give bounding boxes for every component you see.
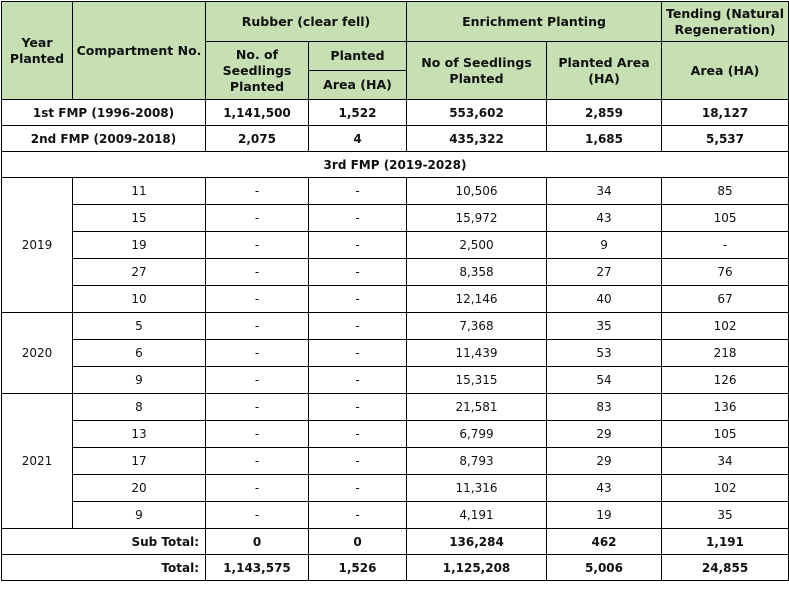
- rubber-area-cell: -: [309, 232, 407, 259]
- planting-summary-table: [1, 1, 789, 581]
- rubber-seedlings-cell: -: [206, 313, 309, 340]
- tending-area-cell: 18,127: [662, 100, 789, 126]
- third-fmp-section-row: [2, 152, 789, 178]
- total-row: [2, 555, 789, 581]
- tending-area-cell: 1,191: [662, 529, 789, 555]
- table-row: [2, 232, 789, 259]
- enrichment-area-cell: 54: [547, 367, 662, 394]
- table-row: [2, 448, 789, 475]
- rubber-area-cell: -: [309, 313, 407, 340]
- enrichment-planting-header: Enrichment Planting: [407, 2, 662, 42]
- enrichment-seedlings-cell: 8,358: [407, 259, 547, 286]
- enrichment-area-cell: 43: [547, 205, 662, 232]
- rubber-seedlings-cell: -: [206, 286, 309, 313]
- fmp-row: [2, 100, 789, 126]
- tending-area-cell: 102: [662, 475, 789, 502]
- table-row: [2, 178, 789, 205]
- rubber-area-cell: -: [309, 286, 407, 313]
- rubber-area-cell: -: [309, 394, 407, 421]
- tending-header: Tending (Natural Regeneration): [662, 2, 789, 42]
- tending-area-cell: 67: [662, 286, 789, 313]
- tending-area-cell: 76: [662, 259, 789, 286]
- compartment-no-header: Compartment No.: [73, 2, 206, 100]
- enrichment-seedlings-cell: 6,799: [407, 421, 547, 448]
- enrichment-seedlings-cell: 8,793: [407, 448, 547, 475]
- enrichment-area-cell: 29: [547, 448, 662, 475]
- compartment-cell: 11: [73, 178, 206, 205]
- enrichment-area-cell: 43: [547, 475, 662, 502]
- table-row: [2, 394, 789, 421]
- enrichment-area-cell: 462: [547, 529, 662, 555]
- enrichment-area-cell: 2,859: [547, 100, 662, 126]
- enrichment-area-cell: 83: [547, 394, 662, 421]
- table-body: [2, 100, 789, 581]
- compartment-cell: 9: [73, 502, 206, 529]
- enrichment-area-cell: 9: [547, 232, 662, 259]
- enrichment-seedlings-cell: 2,500: [407, 232, 547, 259]
- enrichment-seedlings-cell: 21,581: [407, 394, 547, 421]
- enrichment-seedlings-cell: 553,602: [407, 100, 547, 126]
- rubber-area-cell: 0: [309, 529, 407, 555]
- compartment-cell: 5: [73, 313, 206, 340]
- rubber-area-cell: -: [309, 421, 407, 448]
- year-cell: 2019: [2, 178, 73, 313]
- tending-area-cell: 102: [662, 313, 789, 340]
- rubber-area-cell: -: [309, 448, 407, 475]
- rubber-seedlings-cell: 0: [206, 529, 309, 555]
- enrichment-area-cell: 34: [547, 178, 662, 205]
- enrichment-area-header: Planted Area (HA): [547, 42, 662, 100]
- enrichment-seedlings-cell: 7,368: [407, 313, 547, 340]
- compartment-cell: 17: [73, 448, 206, 475]
- tending-area-cell: 5,537: [662, 126, 789, 152]
- fmp-label-cell: 1st FMP (1996-2008): [2, 100, 206, 126]
- rubber-area-header: Area (HA): [309, 71, 407, 100]
- tending-area-cell: 34: [662, 448, 789, 475]
- third-fmp-label: 3rd FMP (2019-2028): [2, 152, 789, 178]
- table-row: [2, 340, 789, 367]
- fmp-label-cell: 2nd FMP (2009-2018): [2, 126, 206, 152]
- rubber-seedlings-cell: 1,141,500: [206, 100, 309, 126]
- rubber-seedlings-cell: -: [206, 232, 309, 259]
- enrichment-area-cell: 40: [547, 286, 662, 313]
- rubber-area-cell: 1,526: [309, 555, 407, 581]
- rubber-area-cell: -: [309, 475, 407, 502]
- rubber-area-cell: 4: [309, 126, 407, 152]
- year-cell: 2020: [2, 313, 73, 394]
- subtotal-label-cell: Sub Total:: [2, 529, 206, 555]
- compartment-cell: 27: [73, 259, 206, 286]
- rubber-seedlings-cell: 2,075: [206, 126, 309, 152]
- rubber-seedlings-cell: -: [206, 259, 309, 286]
- rubber-clear-fell-header: Rubber (clear fell): [206, 2, 407, 42]
- enrichment-seedlings-cell: 12,146: [407, 286, 547, 313]
- tending-area-cell: -: [662, 232, 789, 259]
- tending-area-cell: 126: [662, 367, 789, 394]
- enrichment-seedlings-cell: 15,315: [407, 367, 547, 394]
- compartment-cell: 9: [73, 367, 206, 394]
- tending-area-cell: 24,855: [662, 555, 789, 581]
- enrichment-area-cell: 53: [547, 340, 662, 367]
- enrichment-seedlings-cell: 11,439: [407, 340, 547, 367]
- fmp-row: [2, 126, 789, 152]
- rubber-area-cell: -: [309, 205, 407, 232]
- enrichment-seedlings-cell: 10,506: [407, 178, 547, 205]
- enrichment-area-cell: 27: [547, 259, 662, 286]
- rubber-area-cell: -: [309, 502, 407, 529]
- compartment-cell: 6: [73, 340, 206, 367]
- table-row: [2, 205, 789, 232]
- year-planted-header: Year Planted: [2, 2, 73, 100]
- rubber-area-cell: -: [309, 340, 407, 367]
- table-row: [2, 286, 789, 313]
- enrichment-seedlings-cell: 15,972: [407, 205, 547, 232]
- compartment-cell: 19: [73, 232, 206, 259]
- rubber-area-cell: -: [309, 259, 407, 286]
- rubber-seedlings-cell: -: [206, 205, 309, 232]
- subtotal-row: [2, 529, 789, 555]
- tending-area-cell: 218: [662, 340, 789, 367]
- compartment-cell: 10: [73, 286, 206, 313]
- compartment-cell: 20: [73, 475, 206, 502]
- table-row: [2, 367, 789, 394]
- tending-area-cell: 136: [662, 394, 789, 421]
- enrichment-area-cell: 1,685: [547, 126, 662, 152]
- compartment-cell: 15: [73, 205, 206, 232]
- rubber-area-cell: -: [309, 367, 407, 394]
- rubber-seedlings-cell: -: [206, 502, 309, 529]
- rubber-seedlings-cell: -: [206, 394, 309, 421]
- enrichment-area-cell: 35: [547, 313, 662, 340]
- rubber-seedlings-header: No. of Seedlings Planted: [206, 42, 309, 100]
- rubber-seedlings-cell: -: [206, 421, 309, 448]
- rubber-seedlings-cell: -: [206, 448, 309, 475]
- compartment-cell: 8: [73, 394, 206, 421]
- total-label-cell: Total:: [2, 555, 206, 581]
- rubber-area-cell: -: [309, 178, 407, 205]
- rubber-seedlings-cell: -: [206, 340, 309, 367]
- tending-area-cell: 105: [662, 205, 789, 232]
- table-row: [2, 313, 789, 340]
- table-row: [2, 421, 789, 448]
- table-row: [2, 502, 789, 529]
- table-row: [2, 475, 789, 502]
- enrichment-area-cell: 5,006: [547, 555, 662, 581]
- table-row: [2, 259, 789, 286]
- enrichment-seedlings-cell: 435,322: [407, 126, 547, 152]
- rubber-area-cell: 1,522: [309, 100, 407, 126]
- rubber-seedlings-cell: -: [206, 475, 309, 502]
- rubber-seedlings-cell: 1,143,575: [206, 555, 309, 581]
- enrichment-seedlings-cell: 1,125,208: [407, 555, 547, 581]
- enrichment-seedlings-cell: 4,191: [407, 502, 547, 529]
- rubber-seedlings-cell: -: [206, 178, 309, 205]
- compartment-cell: 13: [73, 421, 206, 448]
- enrichment-seedlings-cell: 11,316: [407, 475, 547, 502]
- tending-area-cell: 85: [662, 178, 789, 205]
- enrichment-area-cell: 29: [547, 421, 662, 448]
- enrichment-seedlings-header: No of Seedlings Planted: [407, 42, 547, 100]
- tending-area-cell: 35: [662, 502, 789, 529]
- rubber-planted-header: Planted: [309, 42, 407, 71]
- enrichment-area-cell: 19: [547, 502, 662, 529]
- enrichment-seedlings-cell: 136,284: [407, 529, 547, 555]
- tending-area-cell: 105: [662, 421, 789, 448]
- year-cell: 2021: [2, 394, 73, 529]
- rubber-seedlings-cell: -: [206, 367, 309, 394]
- tending-area-header: Area (HA): [662, 42, 789, 100]
